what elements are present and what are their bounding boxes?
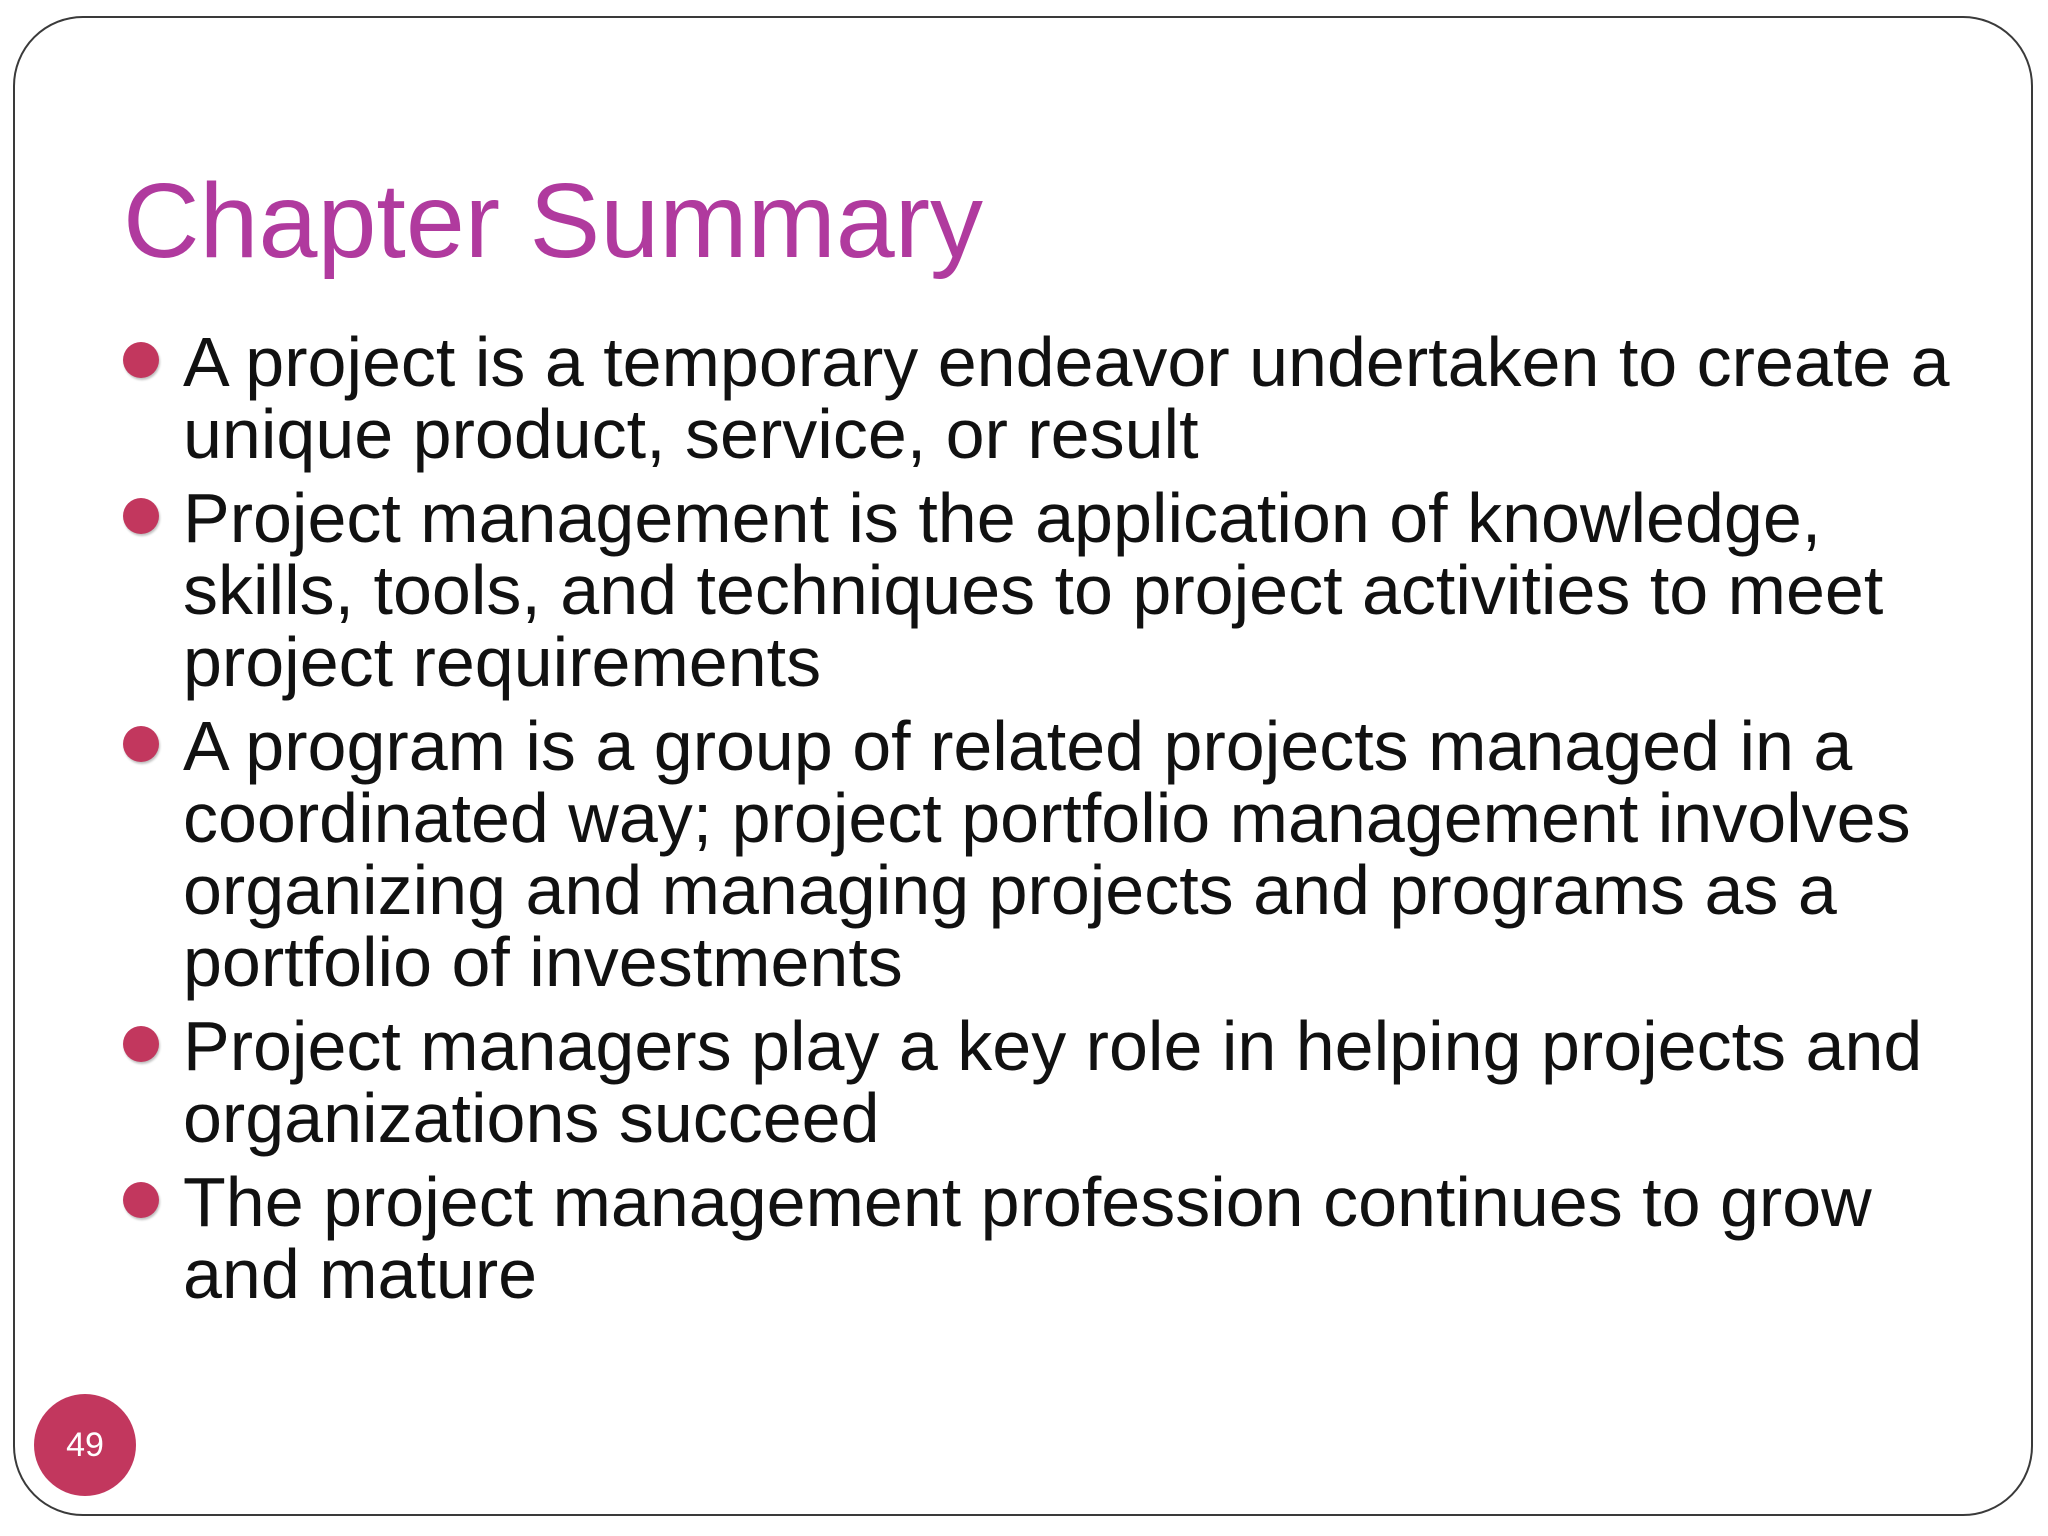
list-item <box>123 323 1953 473</box>
slide-frame <box>13 16 2033 1516</box>
bullet-dot-icon <box>123 342 159 378</box>
slide-title: Chapter Summary <box>123 162 984 280</box>
list-item <box>123 1007 1953 1157</box>
bullet-text: A program is a group of related projects managed in a coordinated way; project portfolio management involves organizing and managing projects and programs as a portfolio of investments <box>183 707 1911 1001</box>
bullet-dot-icon <box>123 1182 159 1218</box>
bullet-dot-icon <box>123 1026 159 1062</box>
bullet-dot-icon <box>123 498 159 534</box>
bullet-text: Project management is the application of knowledge, skills, tools, and techniques to project activities to meet project requirements <box>183 479 1884 701</box>
list-item <box>123 1163 1953 1313</box>
bullet-list <box>123 323 1953 1322</box>
bullet-dot-icon <box>123 726 159 762</box>
list-item <box>123 479 1953 701</box>
bullet-text: A project is a temporary endeavor undertaken to create a unique product, service, or result <box>183 323 1950 473</box>
bullet-text: Project managers play a key role in helping projects and organizations succeed <box>183 1007 1923 1157</box>
bullet-text: The project management profession continues to grow and mature <box>183 1163 1872 1313</box>
page-number-badge: 49 <box>34 1394 136 1496</box>
list-item <box>123 707 1953 1001</box>
